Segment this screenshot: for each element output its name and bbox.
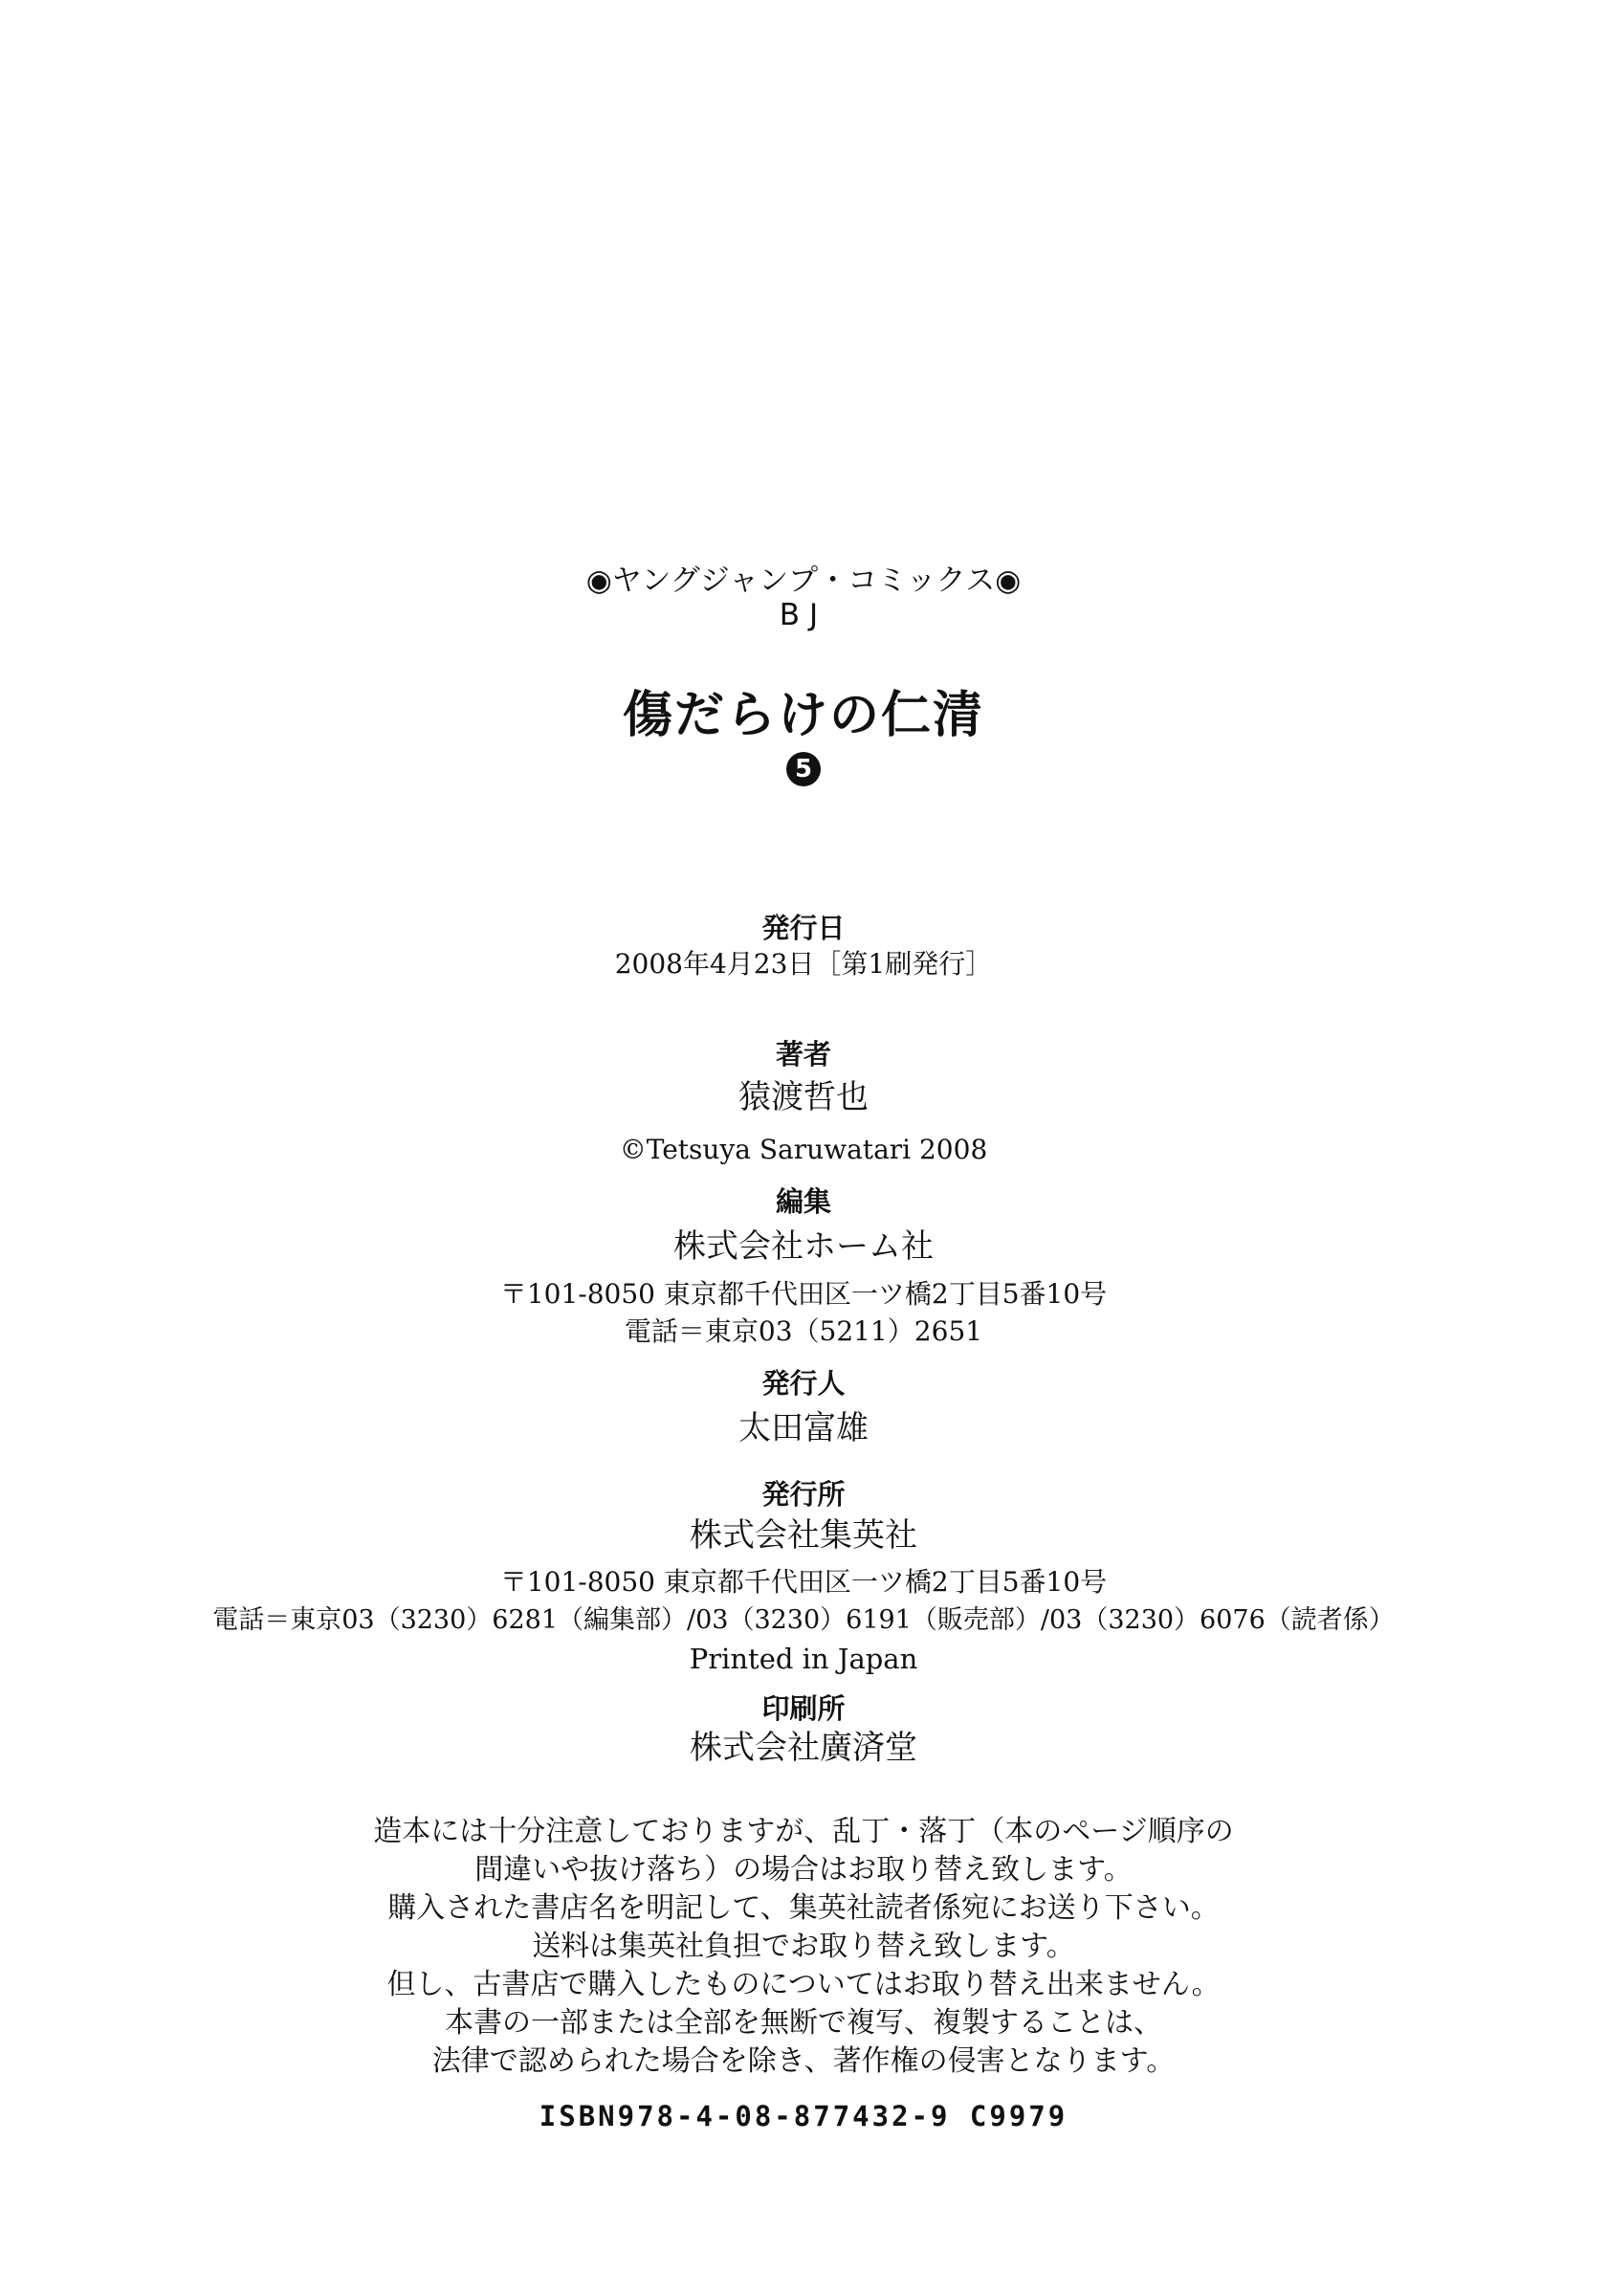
notice-line: 送料は集英社負担でお取り替え致します。 [532, 1930, 1075, 1963]
publisher-phone: 電話＝東京03（3230）6281（編集部）/03（3230）6191（販売部）/03（3230）6076（読者係） [212, 1605, 1395, 1635]
printed-in-japan: Printed in Japan [689, 1643, 918, 1675]
isbn-code: ISBN978-4-08-877432-9 C9979 [539, 2100, 1068, 2132]
notice-line: 法律で認められた場合を除き、著作権の侵害となります。 [431, 2044, 1176, 2078]
publisher-person-name: 太田富雄 [738, 1409, 869, 1447]
notice-line: 購入された書店名を明記して、集英社読者係宛にお送り下さい。 [387, 1891, 1220, 1925]
editor-address: 〒101-8050 東京都千代田区一ツ橋2丁目5番10号 [499, 1278, 1108, 1310]
notice-line: 但し、古書店で購入したものについてはお取り替え出来ません。 [386, 1968, 1221, 2001]
author-heading: 著者 [775, 1038, 831, 1071]
publisher-company: 株式会社集英社 [690, 1516, 917, 1555]
series-name: ◉ヤングジャンプ・コミックス◉ [585, 563, 1022, 598]
publication-date-heading: 発行日 [761, 912, 846, 944]
publication-date: 2008年4月23日［第1刷発行］ [614, 948, 993, 980]
publisher-office-heading: 発行所 [761, 1478, 846, 1511]
volume-number-badge: 5 [786, 752, 821, 786]
notice-line: 本書の一部または全部を無断で複写、複製することは、 [445, 2006, 1162, 2040]
editor-phone: 電話＝東京03（5211）2651 [624, 1315, 983, 1347]
book-title: 傷だらけの仁清 [622, 687, 984, 744]
publisher-person-heading: 発行人 [761, 1367, 846, 1400]
notice-line: 造本には十分注意しておりますが、乱丁・落丁（本のページ順序の [373, 1815, 1234, 1848]
series-code: BJ [779, 598, 828, 632]
notice-line: 間違いや抜け落ち）の場合はお取り替え致します。 [474, 1853, 1133, 1887]
printer-heading: 印刷所 [761, 1692, 846, 1725]
printer-company: 株式会社廣済堂 [690, 1729, 917, 1767]
copyright-notice: ©Tetsuya Saruwatari 2008 [619, 1134, 988, 1165]
author-name: 猿渡哲也 [738, 1078, 869, 1116]
publisher-address: 〒101-8050 東京都千代田区一ツ橋2丁目5番10号 [499, 1566, 1108, 1598]
editor-heading: 編集 [775, 1185, 831, 1218]
editor-company: 株式会社ホーム社 [673, 1227, 934, 1266]
volume-badge-container [0, 752, 1607, 790]
